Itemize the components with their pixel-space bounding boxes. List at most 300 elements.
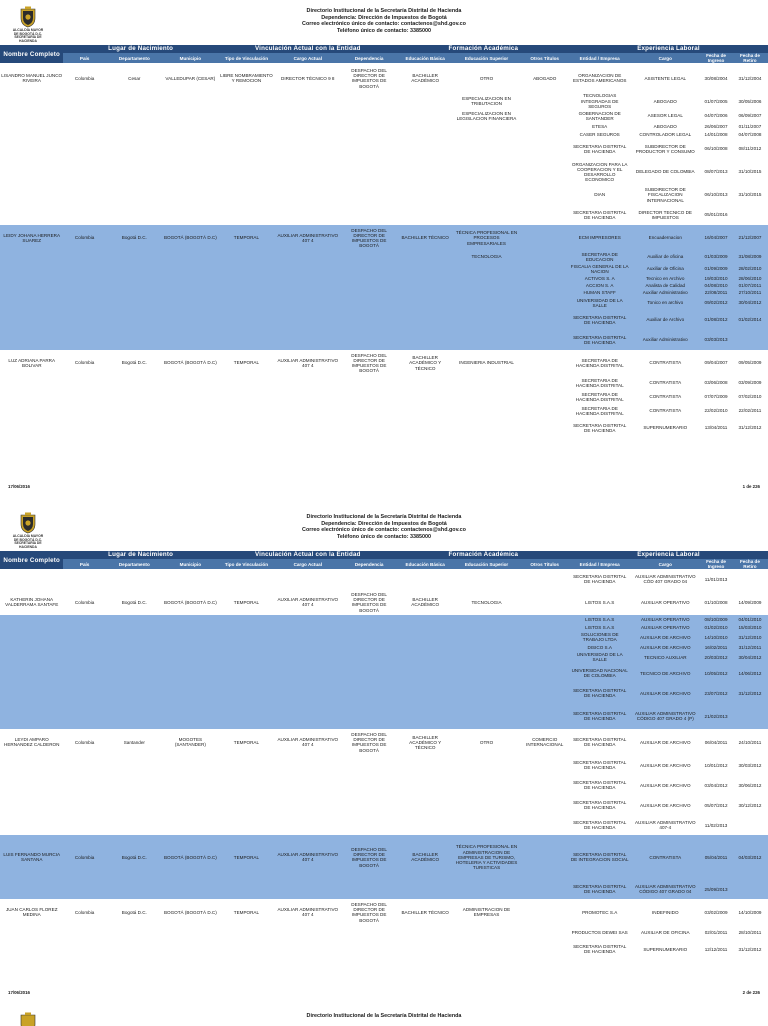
cell-depto [106, 123, 163, 131]
cell-cargo: AUXILIAR OPERATIVO [640, 599, 690, 605]
cell-basica [398, 263, 453, 275]
table-row [0, 729, 768, 755]
cell-entidad: ORGANIZACION DE ESTADOS AMERICANOS [572, 73, 627, 84]
cell-otros [520, 703, 569, 729]
cell-entidad: LISTOS S.A.S [569, 615, 630, 623]
cell-depto [106, 296, 163, 310]
cell-cargo-actual [275, 390, 341, 404]
cell-depto [106, 275, 163, 282]
cell-entidad: SECRETARIA DE HACIENDA DISTRITAL [575, 357, 624, 369]
cell-muni [163, 185, 218, 205]
cell-superior: OTRO [479, 739, 494, 745]
cell-basica [398, 159, 453, 185]
cell-superior [453, 139, 521, 159]
table-row [0, 275, 768, 282]
cell-entidad: SECRETARIA DISTRITAL DE HACIENDA [573, 574, 627, 585]
cell-pais [63, 251, 105, 263]
cell-pais [63, 663, 105, 683]
page-header [0, 8, 768, 34]
cell-ingreso: 12/12/2011 [704, 946, 728, 952]
cell-cargo-actual [275, 123, 341, 131]
cell-depto [106, 643, 163, 651]
cell-depto [106, 418, 163, 438]
cell-ingreso: 03/02/2009 [704, 909, 728, 915]
cell-dep [341, 663, 398, 683]
cell-nombre [0, 623, 63, 631]
cell-cargo: Auxiliar de oficina [630, 251, 700, 263]
cell-basica [398, 123, 453, 131]
cell-entidad: SECRETARIA DISTRITAL DE HACIENDA [569, 879, 630, 899]
cell-basica: BACHILLER ACADÉMICO [411, 597, 440, 608]
col-entidad: Entidad / Empresa [569, 53, 630, 63]
table-row [0, 643, 768, 651]
cell-basica [398, 643, 453, 651]
cell-dep [341, 643, 398, 651]
cell-depto [106, 815, 163, 835]
cell-basica: BACHILLER ACADÉMICO [411, 73, 440, 84]
cell-basica [398, 795, 453, 815]
cell-depto [106, 569, 163, 589]
cell-tipo [218, 775, 275, 795]
table-row [0, 775, 768, 795]
cell-dep [341, 93, 398, 109]
cell-ingreso: 13/04/2011 [704, 425, 728, 431]
cell-cargo-actual [275, 775, 341, 795]
cell-cargo-actual [275, 282, 341, 289]
header-title: Directorio Institucional de la Secretaría Distrital de Hacienda [306, 8, 462, 14]
cell-cargo-actual [275, 631, 341, 643]
cell-retiro: 28/02/2010 [732, 263, 768, 275]
cell-cargo-actual [275, 296, 341, 310]
col-pais: País [63, 559, 105, 569]
cell-basica [398, 631, 453, 643]
cell-muni [163, 296, 218, 310]
cell-entidad: SECRETARIA DISTRITAL DE HACIENDA [573, 422, 627, 434]
cell-retiro: 03/09/2009 [738, 380, 762, 386]
column-header-row [0, 53, 768, 63]
cell-tipo [218, 663, 275, 683]
cell-nombre [0, 615, 63, 623]
cell-basica [398, 131, 453, 139]
cell-pais [63, 615, 105, 623]
cell-retiro: 31/12/2012 [738, 946, 762, 952]
cell-basica [398, 330, 453, 350]
cell-basica [398, 663, 453, 683]
cell-entidad: SECRETARIA DE HACIENDA DISTRITAL [575, 405, 624, 417]
cell-muni [163, 251, 218, 263]
logo-caption: ALCALDÍA MAYOR DE BOGOTÁ D.C. SECRETARÍA DE HACIENDA [12, 534, 44, 549]
group-header-row [0, 45, 768, 53]
header-phone: Teléfono único de contacto: 3385000 [337, 27, 431, 34]
cell-dep [341, 275, 398, 282]
cell-retiro: 08/11/2012 [738, 146, 762, 152]
cell-tipo [218, 185, 275, 205]
cell-ingreso: 07/07/2009 [704, 394, 728, 400]
cell-otros [520, 569, 569, 589]
cell-muni [163, 263, 218, 275]
table-row [0, 404, 768, 418]
cell-muni [163, 418, 218, 438]
cell-dep [341, 683, 398, 703]
cell-superior [453, 615, 521, 623]
cell-muni: BOGOTÁ (BOGOTÁ D.C) [163, 909, 217, 915]
cell-tipo [218, 404, 275, 418]
cell-retiro: 14/06/2012 [732, 663, 768, 683]
table-row [0, 251, 768, 263]
cell-muni [163, 376, 218, 390]
cell-basica [398, 275, 453, 282]
cell-cargo-actual [275, 703, 341, 729]
cell-basica [398, 376, 453, 390]
header-title: Directorio Institucional de la Secretaría Distrital de Hacienda [306, 514, 462, 520]
cell-depto: Bogotá D.C. [121, 360, 147, 366]
cell-pais [63, 815, 105, 835]
cell-cargo: ASESOR LEGAL [647, 113, 683, 119]
cell-cargo: DIRECTOR TECNICO DE IMPUESTOS [638, 209, 692, 221]
cell-pais [63, 185, 105, 205]
cell-ingreso: 08/07/2013 [704, 169, 728, 175]
cell-entidad: SECRETARIA DISTRITAL DE HACIENDA [573, 800, 627, 811]
cell-entidad: SECRETARIA DISTRITAL DE HACIENDA [569, 310, 630, 330]
cell-pais [63, 683, 105, 703]
cell-depto [106, 795, 163, 815]
cell-cargo-actual [275, 131, 341, 139]
cell-otros [520, 643, 569, 651]
cell-otros [520, 815, 569, 835]
cell-depto [106, 404, 163, 418]
cell-cargo: CONTRATISTA [630, 835, 700, 879]
table-row [0, 139, 768, 159]
cell-cargo-actual [275, 939, 341, 959]
footer-date: 17/06/2016 [8, 484, 30, 489]
cell-dep [341, 159, 398, 185]
cell-entidad: SECRETARIA DE HACIENDA DISTRITAL [575, 391, 624, 403]
table-row [0, 109, 768, 123]
cell-nombre [0, 131, 63, 139]
cell-otros [520, 835, 569, 879]
cell-dep [341, 939, 398, 959]
cell-muni [163, 703, 218, 729]
cell-dep [341, 390, 398, 404]
cell-otros [520, 683, 569, 703]
page-header [0, 514, 768, 540]
cell-superior [453, 282, 521, 289]
cell-retiro: 22/02/2011 [738, 408, 762, 414]
header-dependency: Dependencia: Dirección de Impuestos de Bogotá [321, 14, 447, 21]
cell-tipo [218, 93, 275, 109]
cell-pais [63, 569, 105, 589]
cell-entidad: ETESA [592, 124, 608, 130]
cell-dep: DESPACHO DEL DIRECTOR DE IMPUESTOS DE BOGOTÁ [341, 835, 398, 879]
table-row [0, 835, 768, 879]
cell-dep [341, 631, 398, 643]
table-row [0, 390, 768, 404]
cell-tipo [218, 925, 275, 939]
cell-retiro: 30/04/2012 [732, 651, 768, 663]
cell-pais [63, 643, 105, 651]
cell-dep [341, 131, 398, 139]
cell-cargo-actual [275, 263, 341, 275]
cell-superior [453, 795, 521, 815]
cell-cargo: SUBDIRECTOR DE PRODUCTOR Y CONSUMO [635, 143, 695, 155]
cell-muni [163, 109, 218, 123]
table-row [0, 123, 768, 131]
cell-entidad: SOLUCIONES DE TRABAJO LTDA [569, 631, 630, 643]
cell-basica [398, 185, 453, 205]
cell-otros [520, 651, 569, 663]
cell-superior [453, 643, 521, 651]
cell-cargo: CONTROLADOR LEGAL [639, 132, 692, 138]
cell-cargo: AUXILIAR ADMINISTRATIVO 407-4 [634, 820, 696, 831]
cell-retiro: 31/12/2012 [732, 683, 768, 703]
cell-otros [520, 390, 569, 404]
col-superior: Educación Superior [453, 53, 521, 63]
cell-nombre [0, 569, 63, 589]
cell-otros [520, 310, 569, 330]
cell-retiro: 31/10/2015 [738, 192, 762, 198]
cell-cargo-actual [275, 651, 341, 663]
cell-tipo [218, 623, 275, 631]
cell-entidad: TECNOLOGIAS INTEGRADAS DE SEGUROS [580, 93, 619, 109]
cell-tipo [218, 205, 275, 225]
cell-superior [453, 390, 521, 404]
cell-tipo [218, 795, 275, 815]
cell-nombre [0, 376, 63, 390]
cell-retiro: 31/08/2009 [732, 251, 768, 263]
cell-retiro [732, 569, 768, 589]
cell-tipo [218, 376, 275, 390]
cell-superior [453, 289, 521, 296]
cell-tipo [218, 275, 275, 282]
cell-superior [453, 703, 521, 729]
cell-cargo: AUXILIAR DE ARCHIVO [640, 782, 691, 788]
col-dependencia: Dependencia [341, 53, 398, 63]
cell-dep [341, 289, 398, 296]
cell-retiro: 01/07/2011 [732, 282, 768, 289]
cell-ingreso: 19/03/2010 [700, 275, 732, 282]
cell-basica [398, 296, 453, 310]
cell-muni [163, 755, 218, 775]
col-dependencia: Dependencia [341, 559, 398, 569]
cell-basica [398, 651, 453, 663]
cell-superior [453, 623, 521, 631]
cell-tipo [218, 109, 275, 123]
cell-tipo [218, 282, 275, 289]
cell-otros [520, 939, 569, 959]
cell-depto [106, 263, 163, 275]
cell-depto [106, 939, 163, 959]
col-cargo-actual: Cargo Actual [275, 559, 341, 569]
cell-tipo: TEMPORAL [233, 739, 260, 745]
cell-depto [106, 93, 163, 109]
cell-nombre [0, 404, 63, 418]
cell-retiro: 04/01/2010 [732, 615, 768, 623]
col-retiro: Fecha de Retiro [732, 559, 768, 569]
cell-depto [106, 615, 163, 623]
cell-otros: COMERCIO INTERNACIONAL [526, 737, 564, 748]
cell-cargo: AUXILIAR DE ARCHIVO [630, 683, 700, 703]
cell-basica [398, 390, 453, 404]
cell-ingreso: 05/07/2012 [704, 802, 728, 808]
cell-entidad: SECRETARIA DISTRITAL DE HACIENDA [569, 703, 630, 729]
cell-muni [163, 795, 218, 815]
cell-nombre [0, 418, 63, 438]
col-departamento: Departamento [106, 53, 163, 63]
cell-cargo: CONTRATISTA [649, 360, 682, 366]
cell-superior: ESPECIALIZACION EN LEGISLACION FINANCIERA [456, 110, 517, 122]
cell-pais [63, 310, 105, 330]
cell-pais [63, 404, 105, 418]
cell-muni: BOGOTÁ (BOGOTÁ D.C) [163, 360, 217, 366]
cell-otros [520, 282, 569, 289]
cell-cargo: Auxiliar de Archivo [630, 310, 700, 330]
cell-pais [63, 418, 105, 438]
cell-retiro [732, 815, 768, 835]
cell-otros [520, 251, 569, 263]
cell-tipo [218, 251, 275, 263]
cell-dep [341, 205, 398, 225]
cell-nombre [0, 390, 63, 404]
table-row [0, 185, 768, 205]
group-header-row [0, 551, 768, 559]
cell-depto [106, 775, 163, 795]
cell-superior [453, 418, 521, 438]
cell-depto [106, 139, 163, 159]
cell-cargo-actual [275, 815, 341, 835]
cell-entidad: SECRETARIA DISTRITAL DE INTEGRACION SOCIAL [569, 835, 630, 879]
cell-ingreso: 01/09/2009 [700, 263, 732, 275]
table-row [0, 225, 768, 251]
col-cargo: Cargo [630, 559, 700, 569]
cell-depto [106, 310, 163, 330]
cell-muni: MOGOTES (SANTANDER) [174, 737, 206, 748]
cell-superior [453, 310, 521, 330]
cell-cargo-actual [275, 139, 341, 159]
cell-ingreso: 03/04/2012 [704, 782, 728, 788]
cell-superior [453, 775, 521, 795]
directory-table [0, 551, 768, 959]
cell-dep [341, 569, 398, 589]
cell-basica [398, 925, 453, 939]
cell-pais [63, 282, 105, 289]
cell-tipo [218, 569, 275, 589]
cell-cargo: AUXILIAR ADMINISTRATIVO CÓD 407 GRADO 04 [634, 574, 696, 585]
cell-superior [453, 330, 521, 350]
col-nombre: Nombre Completo [0, 551, 63, 569]
cell-retiro [732, 879, 768, 899]
cell-cargo-actual [275, 404, 341, 418]
cell-ingreso: 03/03/2013 [700, 330, 732, 350]
cell-muni [163, 159, 218, 185]
cell-entidad: SECRETARIA DISTRITAL DE HACIENDA [573, 143, 627, 155]
cell-cargo: AUXILIAR DE ARCHIVO [640, 802, 691, 808]
cell-dep [341, 139, 398, 159]
cell-muni [163, 404, 218, 418]
cell-entidad: SECRETARIA DISTRITAL DE HACIENDA [573, 944, 627, 955]
cell-ingreso: 09/04/2007 [704, 360, 728, 366]
col-otros: Otros Títulos [520, 53, 569, 63]
cell-basica [398, 282, 453, 289]
table-row [0, 623, 768, 631]
col-departamento: Departamento [106, 559, 163, 569]
cell-entidad: DISICO S.A [569, 643, 630, 651]
cell-otros [520, 404, 569, 418]
page-header [0, 1013, 768, 1020]
table-row [0, 703, 768, 729]
cell-otros [520, 159, 569, 185]
table-row [0, 615, 768, 623]
cell-muni [163, 390, 218, 404]
cell-ingreso: 21/02/2013 [700, 703, 732, 729]
cell-superior: OTRO [479, 75, 494, 81]
cell-dep: DESPACHO DEL DIRECTOR DE IMPUESTOS DE BOGOTÁ [351, 352, 387, 374]
cell-ingreso: 22/08/2011 [700, 289, 732, 296]
cell-basica [398, 879, 453, 899]
col-basica: Educación Básica [398, 559, 453, 569]
cell-ingreso: 02/01/2011 [704, 929, 728, 935]
cell-retiro: 09/05/2009 [738, 360, 762, 366]
cell-basica [398, 418, 453, 438]
cell-retiro: 04/03/2012 [732, 835, 768, 879]
cell-muni [163, 775, 218, 795]
cell-nombre [0, 775, 63, 795]
cell-retiro: 24/10/2011 [738, 739, 762, 745]
cell-cargo-actual: AUXILIAR ADMINISTRATIVO 407 4 [277, 737, 339, 748]
cell-otros [520, 631, 569, 643]
cell-muni [163, 815, 218, 835]
cell-otros [520, 615, 569, 623]
cell-tipo: TEMPORAL [233, 909, 260, 915]
header-phone: Teléfono único de contacto: 3385000 [337, 533, 431, 540]
cell-tipo [218, 815, 275, 835]
cell-superior [453, 296, 521, 310]
cell-depto: Santander [123, 739, 145, 745]
cell-retiro: 31/12/2010 [732, 631, 768, 643]
cell-pais [63, 755, 105, 775]
cell-superior [453, 131, 521, 139]
cell-otros [520, 225, 569, 251]
cell-pais: Colombia [63, 835, 105, 879]
cell-dep: DESPACHO DEL DIRECTOR DE IMPUESTOS DE BOGOTÁ [351, 68, 387, 89]
cell-cargo-actual [275, 925, 341, 939]
cell-otros [520, 418, 569, 438]
cell-cargo: AUXILIAR OPERATIVO [630, 623, 700, 631]
cell-otros [520, 376, 569, 390]
cell-retiro: 21/12/2007 [732, 225, 768, 251]
cell-cargo: ABOGADO [653, 124, 677, 130]
table-row [0, 651, 768, 663]
group-experiencia: Experiencia Laboral [569, 45, 768, 53]
cell-entidad: SECRETARIA DISTRITAL DE HACIENDA [573, 780, 627, 791]
cell-cargo: Auxiliar de Oficina [630, 263, 700, 275]
cell-superior [453, 815, 521, 835]
cell-tipo [218, 263, 275, 275]
cell-retiro: 14/09/2009 [738, 599, 762, 605]
table-row [0, 795, 768, 815]
cell-cargo: Auxiliar Administrativo [630, 330, 700, 350]
cell-pais [63, 703, 105, 729]
cell-basica [398, 139, 453, 159]
cell-cargo: DELEGADO DE COLOMBIA [635, 169, 695, 175]
cell-retiro: 15/03/2010 [732, 623, 768, 631]
cell-tipo [218, 139, 275, 159]
cell-dep: DESPACHO DEL DIRECTOR DE IMPUESTOS DE BOGOTÁ [351, 732, 387, 753]
cell-dep [341, 123, 398, 131]
header-title: Directorio Institucional de la Secretaría Distrital de Hacienda [306, 1013, 462, 1019]
cell-muni [163, 310, 218, 330]
table-body-page-1 [0, 63, 768, 438]
cell-entidad: DIAN [594, 192, 606, 198]
